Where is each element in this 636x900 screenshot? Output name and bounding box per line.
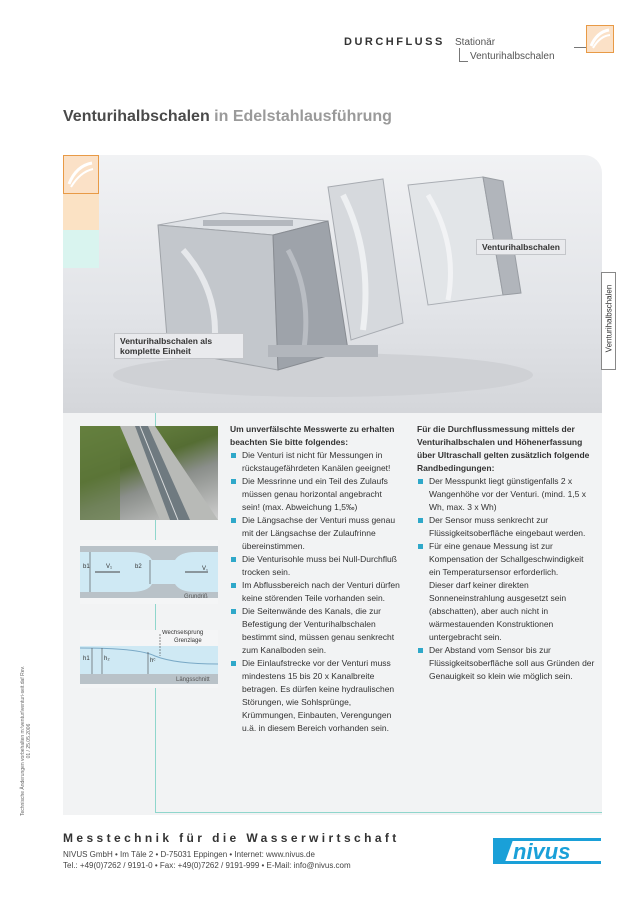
nivus-logo [493,836,601,866]
page-title-accent: in Edelstahlausführung [209,108,392,125]
tab-flow-icon [63,155,99,194]
ultrasonic-conditions-column [417,423,595,683]
product-photo [63,155,602,413]
ultrasonic-heading: Für die Durchflussmessung mittels der Venturihalbschalen und Höhenerfassung über Ultraschall gelten zusätzlich folgende Randbedingungen: [417,424,590,473]
fig2-b1: b1 [83,564,90,570]
side-tab-label: Venturihalbschalen [604,284,614,353]
footer-address: NIVUS GmbH • Im Täle 2 • D-75031 Eppingen • Internet: www.nivus.de [63,850,315,859]
requirements-column [230,423,400,735]
header-title: DURCHFLUSS [344,36,445,48]
list-item: Die Venturisohle muss bei Null-Durchfluß trocken sein. [230,553,400,579]
photo-label-halves: Venturihalbschalen [476,239,566,255]
list-item: Die Venturi ist nicht für Messungen in rückstaugefährdeten Kanälen geeignet! [230,449,400,475]
list-item: Die Seitenwände des Kanals, die zur Befestigung der Venturihalbschalen bestimmt sind, müssen genau senkrecht zum Kanalboden sein. [230,605,400,657]
list-item: Die Längsachse der Venturi muss genau mit der Längsachse der Zulaufrinne übereinstimmen. [230,514,400,553]
revision-note [20,665,32,815]
requirements-list [230,449,400,735]
photo-label-complete-unit: Venturihalbschalen als komplette Einheit [114,333,244,359]
header-category: Stationär [455,37,496,48]
ultrasonic-list [417,475,595,683]
list-item: Der Messpunkt liegt günstigenfalls 2 x Wangenhöhe vor der Venturi. (mind. 1,5 x Wh, max. 3 x Wh) [417,475,595,514]
list-item: Für eine genaue Messung ist zur Kompensation der Schallgeschwindigkeit ein Temperatursensor erforderlich. [417,540,595,579]
tab-mint [63,230,99,268]
list-item: Im Abflussbereich nach der Venturi dürfen keine störenden Teile vorhanden sein. [230,579,400,605]
divider-horizontal [155,812,602,813]
fig3-grenzlage: Grenzlage [174,638,202,644]
fig2-v1: V₁ [106,564,113,570]
header-subcategory: Venturihalbschalen [470,51,555,62]
header-bracket-line [459,48,468,62]
fig3-caption: Längsschnitt [176,677,210,683]
footer-contact: Tel.: +49(0)7262 / 9191-0 • Fax: +49(0)7262 / 9191-999 • E-Mail: info@nivus.com [63,861,351,870]
list-item: Die Einlaufstrecke vor der Venturi muss mindestens 15 bis 20 x Kanalbreite betragen. Es dürfen keine hydraulischen Störungen, wie Sohlsprünge, Krümmungen, Einbauten, Verengungen u.ä. in diesem Bereich vorhanden sein. [230,657,400,735]
footer-title: Messtechnik für die Wasserwirtschaft [63,831,400,845]
requirements-heading: Um unverfälschte Messwerte zu erhalten beachten Sie bitte folgendes: [230,424,395,447]
fig3-hc: hᶜ [150,658,156,664]
list-item: Die Messrinne und ein Teil des Zulaufs müssen genau horizontal angebracht sein! (max. Abweichung 1,5‰) [230,475,400,514]
fig3-wechselsprung: Wechselsprung [162,630,204,636]
page-title [63,108,392,126]
tab-peach [63,194,99,230]
list-item: Der Sensor muss senkrecht zur Flüssigkeitsoberfläche eingebaut werden. [417,514,595,540]
page-title-main: Venturihalbschalen [63,108,210,125]
logo-text: nivus [513,839,571,864]
list-item: Der Abstand vom Sensor bis zur Flüssigkeitsoberfläche soll aus Gründen der Genauigkeit so klein wie möglich sein. [417,644,595,683]
channel-installation-photo [80,426,218,520]
fig2-caption: Grundriß [184,594,208,600]
fig2-vc: V꜀ [202,566,209,572]
water-flow-icon [586,25,614,53]
side-tab [601,272,616,370]
longitudinal-section-diagram [80,630,218,688]
fig3-h1: h1 [83,656,90,662]
plan-view-diagram [80,540,218,604]
fig3-h2: h₂ [104,656,110,662]
list-item-note: Dieser darf keiner direkten Sonneneinstrahlung ausgesetzt sein (abschatten), aber auch nicht in wärmestauenden Konstruktionen untergebracht sein. [429,580,567,642]
revision-note-text: Technische Änderungen vorbehalten m:\venturi\venturi-seit.daf Rev. 01 / 25.05.2006 [20,666,32,816]
fig2-b2: b2 [135,564,142,570]
